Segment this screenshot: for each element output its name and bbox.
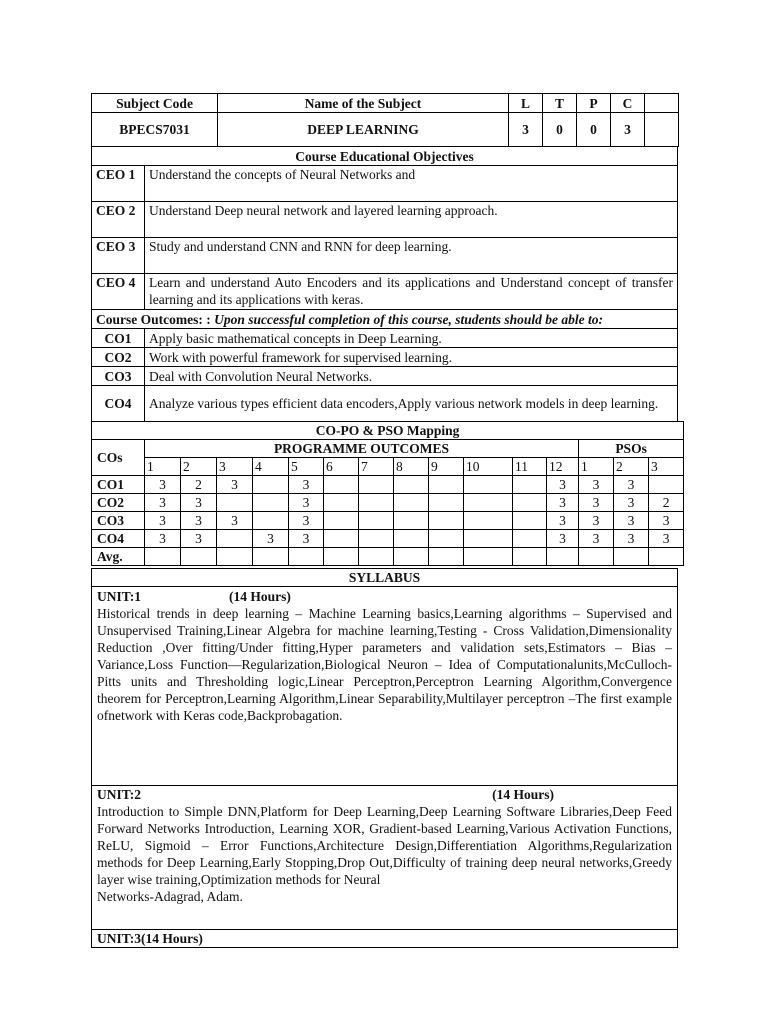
po-number: 1 — [145, 458, 181, 476]
mapping-cell — [217, 494, 253, 512]
mapping-cell — [429, 530, 464, 548]
mapping-cell — [649, 548, 684, 566]
mapping-cell — [513, 530, 547, 548]
po-number: 11 — [513, 458, 547, 476]
programme-outcomes-label: PROGRAMME OUTCOMES — [145, 440, 579, 458]
co-label: CO4 — [92, 386, 145, 422]
l-label: L — [509, 94, 543, 113]
unit-2-body-tail: Networks-Adagrad, Adam. — [97, 889, 243, 904]
co-po-mapping-table — [91, 421, 684, 566]
mapping-co-label: CO1 — [92, 476, 145, 494]
mapping-cell: 3 — [145, 494, 181, 512]
mapping-cell — [513, 512, 547, 530]
ceo-label: CEO 4 — [92, 274, 145, 310]
unit-1-body: Historical trends in deep learning – Machine Learning basics,Learning algorithms – Supervised and Unsupervised Training,Linear Algebra for machine learning,Testing - Cross Validation,Dimensionality Reduction ,Over fitting/Under fitting,Hyper parameters and validation sets,Estimators – Bias – Variance,Loss Function—Regularization,Biological Neuron – Idea of Computationalunits,McCulloch-Pitts units and Thresholding logic,Linear Perceptron,Perceptron Learning Algorithm,Convergence theorem for Perceptron,Learning Algorithm,Linear Separability,Multilayer perceptron –The first example ofnetwork with Keras code,Backprobagation. — [97, 606, 672, 723]
header-value-row — [92, 113, 679, 147]
mapping-cell: 3 — [547, 476, 579, 494]
mapping-cell — [217, 530, 253, 548]
mapping-cell — [429, 494, 464, 512]
ceo-row — [92, 274, 678, 310]
mapping-cell — [359, 476, 394, 494]
unit-1-header — [97, 588, 672, 605]
po-number: 5 — [289, 458, 324, 476]
unit-2-cell — [92, 786, 678, 930]
unit-2-hours: (14 Hours) — [492, 787, 554, 802]
co-text: Apply basic mathematical concepts in Deep Learning. — [145, 329, 678, 348]
ceo-text: Study and understand CNN and RNN for deep learning. — [145, 238, 678, 274]
po-number: 12 — [547, 458, 579, 476]
mapping-cell: 3 — [181, 530, 217, 548]
mapping-cell: 3 — [579, 494, 614, 512]
unit-2-label: UNIT:2 — [97, 787, 142, 802]
mapping-cell — [464, 548, 513, 566]
mapping-row — [92, 530, 684, 548]
mapping-cell — [359, 494, 394, 512]
empty-cell — [645, 113, 679, 147]
mapping-cell — [145, 548, 181, 566]
mapping-cell — [513, 476, 547, 494]
mapping-row — [92, 512, 684, 530]
po-number: 10 — [464, 458, 513, 476]
unit-1-cell — [92, 587, 678, 786]
unit-2-body: Introduction to Simple DNN,Platform for Deep Learning,Deep Learning Software Libraries,Deep Feed Forward Networks Introduction, Learning XOR, Gradient-based Learning,Various Activation Functions, ReLU, Sigmoid – Error Functions,Architecture Design,Differentiation Algorithms,Regularization methods for Deep Learning,Early Stopping,Drop Out,Difficulty of training deep neural networks,Greedy layer wise training,Optimization methods for Neural — [97, 804, 672, 887]
ceo-label: CEO 2 — [92, 202, 145, 238]
pso-number: 3 — [649, 458, 684, 476]
objectives-title: Course Educational Objectives — [92, 147, 678, 166]
mapping-cell — [547, 548, 579, 566]
mapping-cell — [464, 494, 513, 512]
co-label: CO2 — [92, 348, 145, 367]
unit-2-row — [92, 786, 678, 930]
mapping-cell — [394, 512, 429, 530]
subject-code: BPECS7031 — [92, 113, 218, 147]
ceo-row — [92, 238, 678, 274]
c-label: C — [611, 94, 645, 113]
mapping-cell — [359, 548, 394, 566]
mapping-co-label: CO3 — [92, 512, 145, 530]
mapping-cell: 3 — [181, 512, 217, 530]
po-number: 4 — [253, 458, 289, 476]
objectives-outcomes-table — [91, 146, 678, 422]
ceo-row — [92, 166, 678, 202]
cos-label: COs — [92, 440, 145, 476]
co-row — [92, 348, 678, 367]
mapping-cell: 3 — [614, 494, 649, 512]
co-text: Analyze various types efficient data encoders,Apply various network models in deep learning. — [145, 386, 678, 422]
mapping-cell: 3 — [614, 530, 649, 548]
pso-number: 1 — [579, 458, 614, 476]
t-label: T — [543, 94, 577, 113]
mapping-cell — [394, 548, 429, 566]
mapping-cell: 3 — [579, 530, 614, 548]
mapping-cell — [217, 548, 253, 566]
unit-1-hours: (14 Hours) — [229, 589, 291, 604]
p-label: P — [577, 94, 611, 113]
mapping-cell — [181, 548, 217, 566]
co-text: Deal with Convolution Neural Networks. — [145, 367, 678, 386]
mapping-cell: 3 — [289, 494, 324, 512]
syllabus-title: SYLLABUS — [92, 569, 678, 587]
co-label: CO1 — [92, 329, 145, 348]
mapping-cell: 3 — [289, 476, 324, 494]
mapping-cell: 3 — [217, 512, 253, 530]
co-text: Work with powerful framework for supervised learning. — [145, 348, 678, 367]
psos-label: PSOs — [579, 440, 684, 458]
ceo-text: Learn and understand Auto Encoders and its applications and Understand concept of transfer learning and its applications with keras. — [145, 274, 678, 310]
header-label-row — [92, 94, 679, 113]
co-row — [92, 386, 678, 422]
mapping-cell — [359, 530, 394, 548]
ceo-row — [92, 202, 678, 238]
mapping-cell — [394, 476, 429, 494]
mapping-cell — [614, 548, 649, 566]
mapping-cell: 3 — [145, 530, 181, 548]
ceo-label: CEO 1 — [92, 166, 145, 202]
mapping-cell — [324, 530, 359, 548]
mapping-cell: 3 — [547, 494, 579, 512]
pso-number: 2 — [614, 458, 649, 476]
mapping-cell: 2 — [649, 494, 684, 512]
mapping-cell: 2 — [181, 476, 217, 494]
objectives-title-row — [92, 147, 678, 166]
mapping-cell — [464, 530, 513, 548]
mapping-cell — [513, 494, 547, 512]
mapping-cell — [429, 476, 464, 494]
mapping-row — [92, 494, 684, 512]
mapping-cell — [429, 512, 464, 530]
unit-3-row — [92, 930, 678, 948]
mapping-cell — [324, 494, 359, 512]
subject-code-label: Subject Code — [92, 94, 218, 113]
mapping-cell: 3 — [614, 476, 649, 494]
mapping-cell — [253, 548, 289, 566]
mapping-cell: 3 — [579, 476, 614, 494]
mapping-cell: 3 — [649, 512, 684, 530]
mapping-cell — [464, 476, 513, 494]
mapping-cell: 3 — [145, 512, 181, 530]
mapping-co-label: Avg. — [92, 548, 145, 566]
syllabus-table — [91, 568, 678, 948]
mapping-title-row — [92, 422, 684, 440]
subject-name: DEEP LEARNING — [218, 113, 509, 147]
mapping-cell: 3 — [289, 512, 324, 530]
mapping-cell: 3 — [614, 512, 649, 530]
mapping-cell: 3 — [253, 530, 289, 548]
p-value: 0 — [577, 113, 611, 147]
mapping-title: CO-PO & PSO Mapping — [92, 422, 684, 440]
mapping-cell — [324, 548, 359, 566]
mapping-cell: 3 — [547, 512, 579, 530]
mapping-cell: 3 — [579, 512, 614, 530]
mapping-row — [92, 476, 684, 494]
po-number: 8 — [394, 458, 429, 476]
mapping-number-row — [92, 458, 684, 476]
mapping-cell: 3 — [649, 530, 684, 548]
mapping-cell — [253, 494, 289, 512]
mapping-row — [92, 548, 684, 566]
ceo-text: Understand Deep neural network and layered learning approach. — [145, 202, 678, 238]
ceo-label: CEO 3 — [92, 238, 145, 274]
mapping-body — [92, 476, 684, 566]
mapping-cell — [513, 548, 547, 566]
outcomes-title-prefix: Course Outcomes: : — [96, 311, 215, 327]
ceo-text: Understand the concepts of Neural Networks and — [145, 166, 678, 202]
mapping-cell — [324, 476, 359, 494]
outcomes-title — [92, 310, 678, 329]
outcomes-title-emph: Upon successful completion of this course, students should be able to: — [214, 311, 604, 327]
mapping-cell: 3 — [145, 476, 181, 494]
unit-1-label: UNIT:1 — [97, 589, 142, 604]
co-label: CO3 — [92, 367, 145, 386]
mapping-co-label: CO4 — [92, 530, 145, 548]
empty-cell — [645, 94, 679, 113]
po-number: 9 — [429, 458, 464, 476]
mapping-cell — [253, 476, 289, 494]
mapping-cell: 3 — [547, 530, 579, 548]
mapping-cell — [324, 512, 359, 530]
mapping-co-label: CO2 — [92, 494, 145, 512]
mapping-cell — [429, 548, 464, 566]
co-row — [92, 367, 678, 386]
mapping-cell — [253, 512, 289, 530]
l-value: 3 — [509, 113, 543, 147]
t-value: 0 — [543, 113, 577, 147]
po-number: 7 — [359, 458, 394, 476]
subject-header-table — [91, 93, 679, 147]
co-row — [92, 329, 678, 348]
po-number: 2 — [181, 458, 217, 476]
outcomes-title-row — [92, 310, 678, 329]
mapping-group-row — [92, 440, 684, 458]
unit-2-header — [97, 786, 672, 803]
mapping-cell: 3 — [217, 476, 253, 494]
mapping-cell — [359, 512, 394, 530]
po-number: 3 — [217, 458, 253, 476]
c-value: 3 — [611, 113, 645, 147]
mapping-cell: 3 — [181, 494, 217, 512]
mapping-cell — [289, 548, 324, 566]
mapping-cell: 3 — [289, 530, 324, 548]
po-number: 6 — [324, 458, 359, 476]
unit-3-label: UNIT:3(14 Hours) — [92, 930, 678, 948]
subject-name-label: Name of the Subject — [218, 94, 509, 113]
mapping-cell — [394, 530, 429, 548]
mapping-cell — [579, 548, 614, 566]
syllabus-title-row — [92, 569, 678, 587]
unit-1-row — [92, 587, 678, 786]
mapping-cell — [394, 494, 429, 512]
mapping-cell — [649, 476, 684, 494]
mapping-cell — [464, 512, 513, 530]
